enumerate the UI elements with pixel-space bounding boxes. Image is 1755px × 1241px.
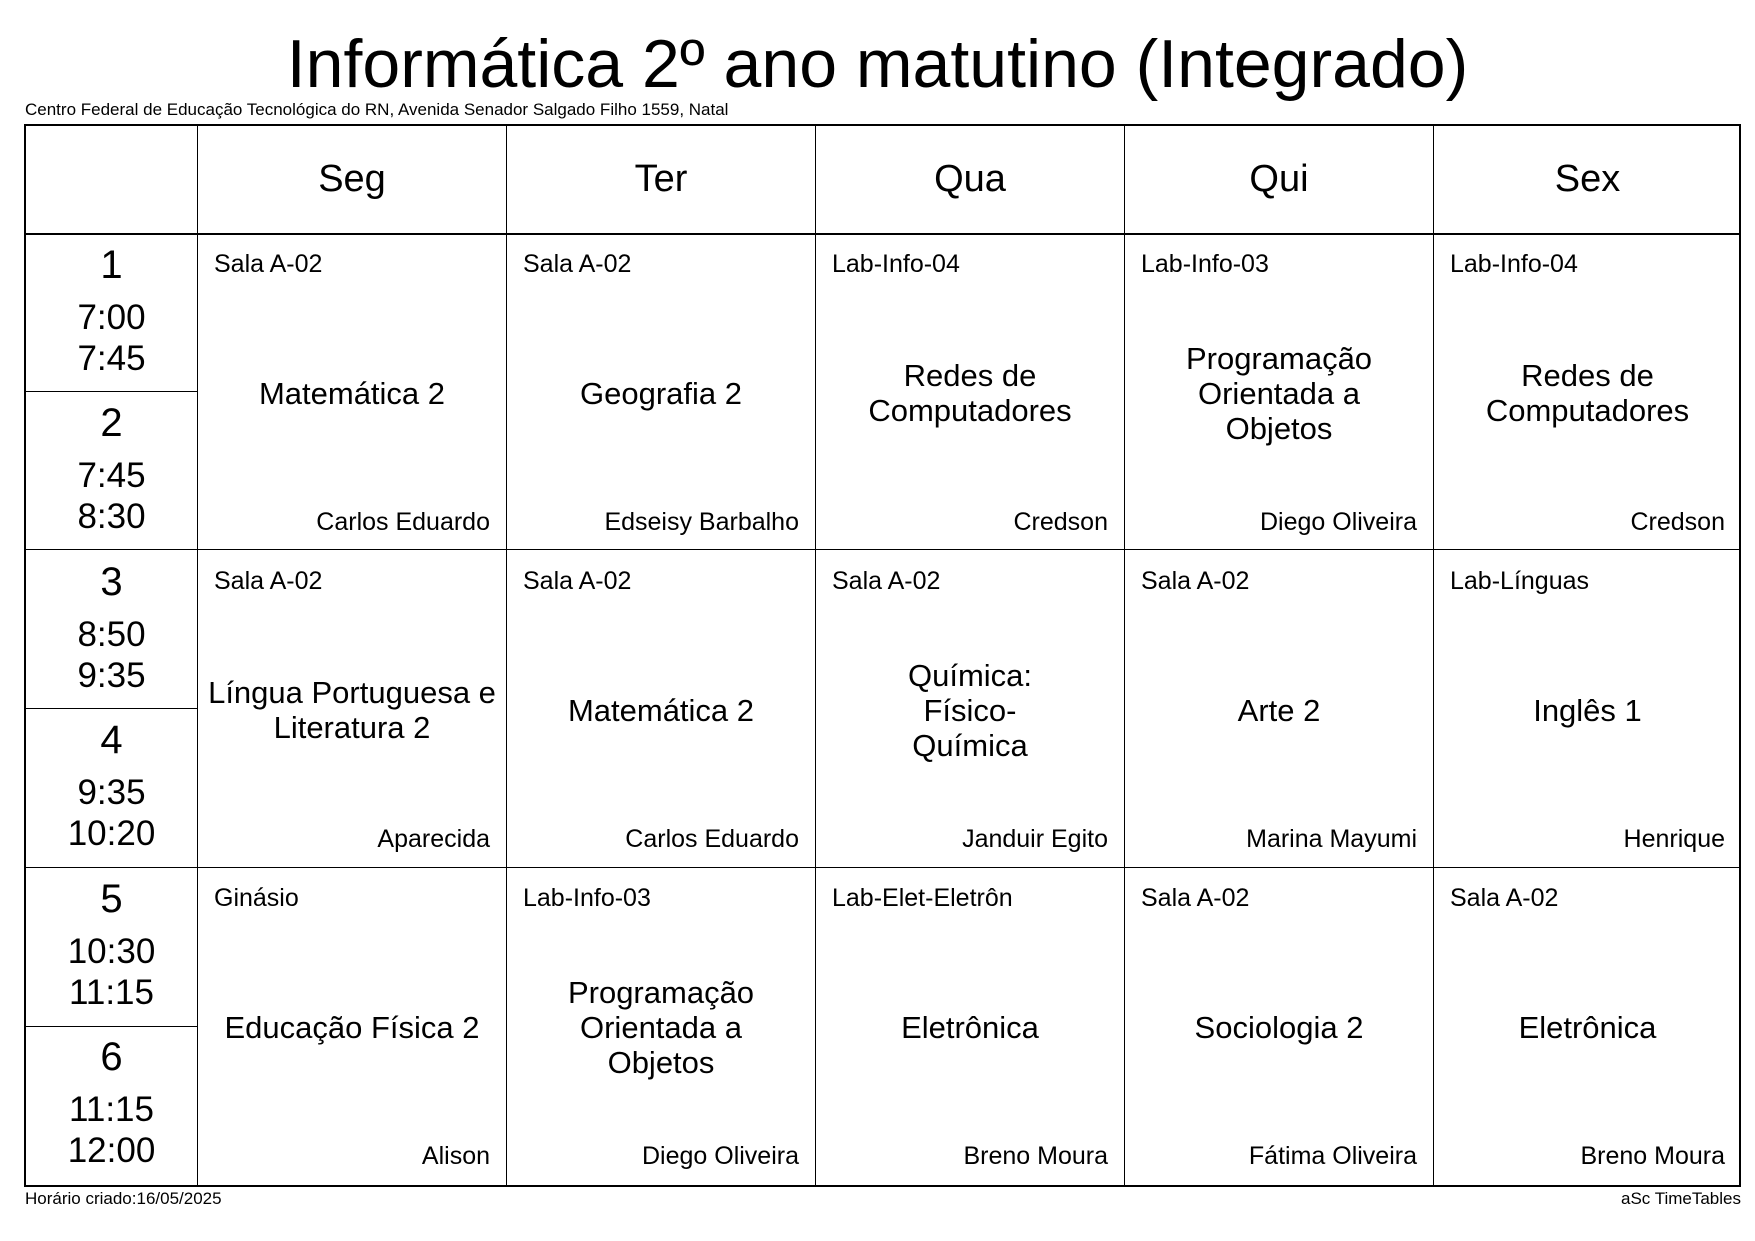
period-end: 7:45 <box>77 339 146 378</box>
lesson-subject: Redes de Computadores <box>1485 358 1690 428</box>
period-end: 12:00 <box>67 1131 156 1170</box>
period-start: 10:30 <box>67 932 156 971</box>
lesson-room: Sala A-02 <box>1450 884 1559 912</box>
period-number: 4 <box>100 718 123 762</box>
lesson-teacher: Carlos Eduardo <box>316 508 490 536</box>
lesson-subject: Geografia 2 <box>580 375 742 411</box>
lesson-cell[interactable] <box>816 235 1124 551</box>
period-start: 8:50 <box>77 615 146 654</box>
day-header-ter: Ter <box>634 158 688 200</box>
period-end: 10:20 <box>67 814 156 853</box>
lesson-teacher: Carlos Eduardo <box>625 825 799 853</box>
lesson-room: Lab-Info-04 <box>832 250 960 278</box>
period-number: 2 <box>100 401 123 445</box>
lesson-room: Sala A-02 <box>523 250 632 278</box>
lesson-subject: Arte 2 <box>1237 692 1321 728</box>
page-title: Informática 2º ano matutino (Integrado) <box>286 26 1469 102</box>
timetable-grid <box>24 124 1741 1187</box>
period-number: 3 <box>100 560 123 604</box>
lesson-subject: Eletrônica <box>901 1009 1039 1045</box>
lesson-subject: Programação Orientada a Objetos <box>1185 340 1373 446</box>
created-date: Horário criado:16/05/2025 <box>25 1189 222 1208</box>
lesson-room: Lab-Línguas <box>1450 567 1590 595</box>
period-number: 6 <box>100 1035 123 1079</box>
lesson-teacher: Diego Oliveira <box>641 1142 799 1170</box>
lesson-room: Sala A-02 <box>1141 884 1250 912</box>
lesson-room: Lab-Elet-Eletrôn <box>832 884 1013 912</box>
lesson-cell[interactable] <box>1434 235 1741 551</box>
lesson-teacher: Henrique <box>1623 825 1725 853</box>
lesson-cell[interactable] <box>1125 869 1433 1185</box>
lesson-teacher: Alison <box>421 1142 490 1170</box>
lesson-room: Sala A-02 <box>523 567 632 595</box>
period-cell <box>26 869 197 1027</box>
lesson-subject: Eletrônica <box>1518 1009 1657 1045</box>
period-cell <box>26 1027 197 1185</box>
period-end: 9:35 <box>77 656 146 695</box>
lesson-room: Lab-Info-03 <box>1141 250 1269 278</box>
lesson-teacher: Aparecida <box>377 825 490 853</box>
lesson-subject: Matemática 2 <box>258 375 446 411</box>
lesson-room: Sala A-02 <box>1141 567 1250 595</box>
lesson-cell[interactable] <box>816 869 1124 1185</box>
lesson-teacher: Credson <box>1630 508 1725 536</box>
lesson-subject: Química: Físico-Química <box>907 657 1033 763</box>
lesson-teacher: Fátima Oliveira <box>1248 1142 1417 1170</box>
lesson-teacher: Edseisy Barbalho <box>604 508 799 536</box>
period-number: 1 <box>100 243 123 287</box>
lesson-cell[interactable] <box>1434 552 1741 868</box>
period-start: 7:00 <box>77 298 146 337</box>
period-number: 5 <box>100 877 123 921</box>
school-address: Centro Federal de Educação Tecnológica do RN, Avenida Senador Salgado Filho 1559, Natal <box>25 100 729 119</box>
period-cell <box>26 710 197 868</box>
lesson-cell[interactable] <box>507 869 815 1185</box>
lesson-room: Ginásio <box>214 884 299 912</box>
period-start: 9:35 <box>77 773 146 812</box>
day-header-seg: Seg <box>318 158 386 200</box>
period-cell <box>26 235 197 393</box>
lesson-room: Lab-Info-03 <box>523 884 651 912</box>
period-end: 11:15 <box>69 973 154 1012</box>
lesson-cell[interactable] <box>1434 869 1741 1185</box>
lesson-subject: Matemática 2 <box>567 692 755 728</box>
day-header-sex: Sex <box>1554 158 1621 200</box>
generator-credit: aSc TimeTables <box>1621 1189 1741 1208</box>
lesson-subject: Programação Orientada a Objetos <box>567 974 755 1080</box>
lesson-teacher: Credson <box>1013 508 1108 536</box>
period-cell <box>26 393 197 551</box>
lesson-teacher: Diego Oliveira <box>1259 508 1417 536</box>
period-end: 8:30 <box>77 497 146 536</box>
period-start: 11:15 <box>69 1090 154 1129</box>
lesson-cell[interactable] <box>198 235 506 551</box>
lesson-teacher: Marina Mayumi <box>1246 825 1417 853</box>
lesson-teacher: Breno Moura <box>963 1142 1108 1170</box>
lesson-cell[interactable] <box>1125 552 1433 868</box>
lesson-cell[interactable] <box>816 552 1124 868</box>
lesson-room: Sala A-02 <box>214 567 323 595</box>
lesson-room: Sala A-02 <box>832 567 941 595</box>
lesson-cell[interactable] <box>198 552 506 868</box>
lesson-subject: Sociologia 2 <box>1194 1009 1364 1045</box>
lesson-teacher: Breno Moura <box>1580 1142 1725 1170</box>
lesson-cell[interactable] <box>507 235 815 551</box>
period-start: 7:45 <box>77 456 146 495</box>
lesson-subject: Língua Portuguesa e Literatura 2 <box>208 675 496 745</box>
lesson-subject: Inglês 1 <box>1533 692 1642 728</box>
lesson-subject: Educação Física 2 <box>224 1009 480 1045</box>
day-header-qui: Qui <box>1249 158 1309 200</box>
period-cell <box>26 552 197 710</box>
lesson-cell[interactable] <box>507 552 815 868</box>
lesson-room: Sala A-02 <box>214 250 323 278</box>
lesson-room: Lab-Info-04 <box>1450 250 1578 278</box>
lesson-cell[interactable] <box>1125 235 1433 551</box>
lesson-teacher: Janduir Egito <box>962 825 1108 853</box>
lesson-subject: Redes de Computadores <box>868 358 1072 428</box>
day-header-qua: Qua <box>934 158 1006 200</box>
lesson-cell[interactable] <box>198 869 506 1185</box>
